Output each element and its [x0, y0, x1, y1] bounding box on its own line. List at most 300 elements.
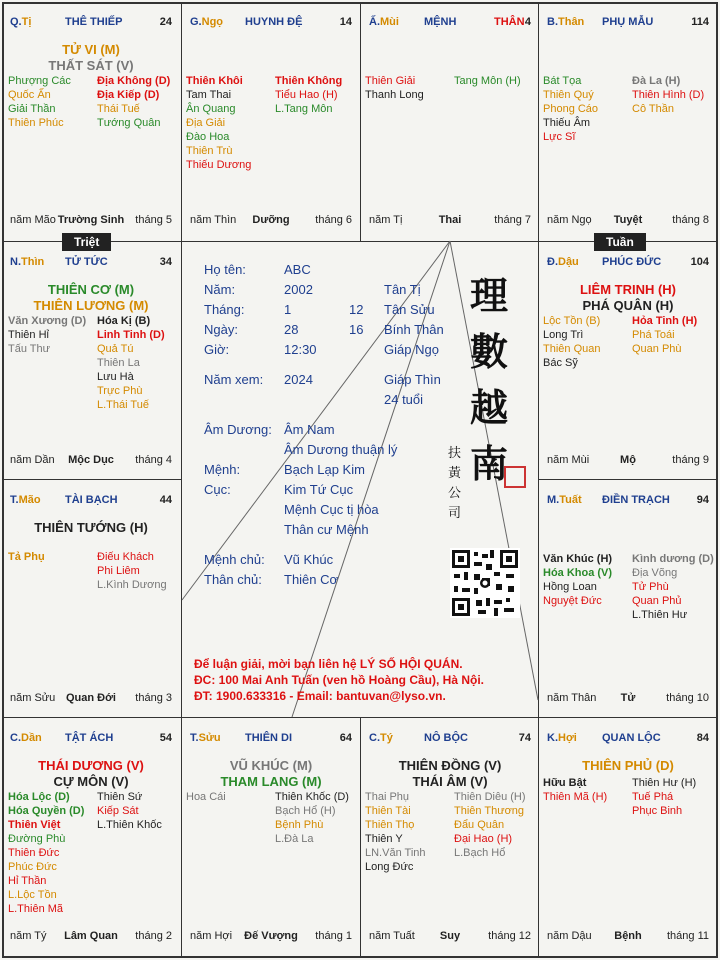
cuc-label: Cục: — [204, 482, 231, 497]
palace-branch — [10, 256, 44, 268]
amduong-label: Âm Dương: — [204, 422, 272, 437]
minor-star: Địa Kiếp (D) — [97, 89, 160, 101]
minor-star: Phong Cáo — [543, 103, 599, 115]
life-stage: Tuyệt — [613, 214, 643, 226]
minor-star: Thiên Khốc (D) — [275, 791, 349, 803]
minor-stars-left — [543, 552, 612, 608]
seal-small-text: 扶 黃 公 司 — [448, 446, 462, 521]
minor-star: Bạch Hổ (H) — [275, 805, 336, 817]
earthly-branch: Hợi — [558, 732, 577, 744]
palace-year: năm Tuất — [369, 930, 415, 942]
palace-footer — [547, 214, 709, 228]
minor-star: Thiên La — [97, 357, 140, 369]
major-star: THIÊN PHỦ (D) — [582, 758, 674, 773]
ngay-label: Ngày: — [204, 322, 238, 337]
palace-month: tháng 12 — [488, 930, 531, 942]
menh-label: Mệnh: — [204, 462, 241, 477]
life-stage: Mộc Dục — [68, 454, 114, 466]
earthly-branch: Sửu — [198, 732, 221, 744]
minor-star: Bệnh Phù — [275, 819, 324, 831]
cuc-relation: Mệnh Cục tị hòa — [284, 502, 379, 517]
minor-stars-left — [8, 74, 71, 130]
major-star: CỰ MÔN (V) — [53, 774, 129, 789]
seal-char-4: 南 — [470, 441, 509, 486]
earthly-branch: Thân — [558, 16, 585, 28]
palace-suu[interactable] — [182, 718, 360, 956]
minor-star: Lộc Tồn (B) — [543, 315, 601, 327]
menh-value: Bạch Lạp Kim — [284, 462, 365, 477]
heavenly-stem: C. — [369, 732, 380, 744]
major-stars — [539, 758, 717, 774]
palace-footer — [369, 930, 531, 944]
thang-duong: 1 — [284, 302, 292, 317]
minor-stars-left — [543, 74, 598, 144]
palace-year: năm Dậu — [547, 930, 592, 942]
minor-star: Thiên Thọ — [365, 819, 415, 831]
qr-code-icon[interactable] — [450, 548, 520, 618]
minor-star: L.Đà La — [275, 833, 314, 845]
minor-star: Hóa Khoa (V) — [543, 567, 613, 579]
palace-header — [547, 256, 709, 270]
palace-ngo[interactable] — [182, 2, 360, 240]
minor-star: Hỏa Tinh (H) — [632, 315, 698, 327]
palace-than[interactable] — [539, 2, 717, 240]
minor-star: L.Tang Môn — [275, 103, 333, 115]
minor-stars-left — [186, 790, 226, 804]
minor-stars-left — [8, 790, 84, 916]
minor-star: Văn Xương (D) — [8, 315, 87, 327]
minor-star: Long Đức — [365, 861, 414, 873]
heavenly-stem: M. — [547, 494, 560, 506]
minor-stars-left — [543, 776, 607, 804]
earthly-branch: Mùi — [380, 16, 399, 28]
tuan-badge: Tuần — [594, 233, 646, 251]
minor-star: Văn Khúc (H) — [543, 553, 613, 565]
major-stars — [361, 758, 539, 790]
major-star: LIÊM TRINH (H) — [579, 282, 677, 297]
life-stage: Thai — [438, 214, 462, 226]
palace-age: 74 — [518, 732, 531, 744]
contact-notice — [194, 656, 484, 704]
major-star: THIÊN ĐỒNG (V) — [398, 758, 502, 773]
palace-month: tháng 2 — [135, 930, 172, 942]
minor-stars-right — [275, 790, 349, 846]
minor-star: Đường Phù — [8, 833, 66, 845]
minor-stars-right — [97, 314, 165, 412]
minor-star: L.Lộc Tồn — [8, 889, 57, 901]
palace-month: tháng 5 — [135, 214, 172, 226]
minor-star: Quả Tú — [97, 343, 134, 355]
minor-star: Cô Thần — [632, 103, 674, 115]
palace-header — [547, 494, 709, 508]
palace-age: 54 — [159, 732, 172, 744]
palace-branch — [547, 16, 584, 28]
minor-star: L.Kình Dương — [97, 579, 167, 591]
major-star: THIÊN LƯƠNG (M) — [33, 298, 149, 313]
palace-branch — [10, 16, 31, 28]
minor-star: Thai Phụ — [365, 791, 410, 803]
gio-label: Giờ: — [204, 342, 230, 357]
minor-star: Thiên Trù — [186, 145, 233, 157]
ngay-am: 16 — [349, 322, 364, 337]
minor-star: Tam Thai — [186, 89, 232, 101]
namxem-label: Năm xem: — [204, 372, 264, 387]
palace-month: tháng 3 — [135, 692, 172, 704]
palace-year: năm Tý — [10, 930, 47, 942]
palace-footer — [10, 214, 172, 228]
minor-star: Đẩu Quân — [454, 819, 505, 831]
palace-year: năm Mùi — [547, 454, 590, 466]
palace-dan[interactable] — [2, 718, 180, 956]
ho-ten-label: Họ tên: — [204, 262, 246, 277]
life-stage: Quan Đới — [66, 692, 116, 704]
seal-char-2: 數 — [470, 329, 509, 374]
major-stars — [539, 282, 717, 314]
minor-star: Tuế Phá — [632, 791, 674, 803]
gio-value: 12:30 — [284, 342, 317, 357]
ngay-duong: 28 — [284, 322, 299, 337]
palace-age: 4 — [524, 16, 531, 28]
nam-can: Tân Tị — [384, 282, 421, 297]
palace-month: tháng 4 — [135, 454, 172, 466]
minor-star: Hóa Quyền (D) — [8, 805, 85, 817]
life-stage: Bệnh — [614, 930, 642, 942]
minor-star: Thiên Hình (D) — [632, 89, 705, 101]
heavenly-stem: N. — [10, 256, 21, 268]
earthly-branch: Mão — [18, 494, 41, 506]
minor-star: Trực Phù — [97, 385, 143, 397]
palace-footer — [547, 692, 709, 706]
gio-can: Giáp Ngọ — [384, 342, 439, 357]
palace-age: 24 — [159, 16, 172, 28]
notice-line-1: Để luận giải, mời bạn liên hệ LÝ SỐ HỘI QUÁN. — [194, 657, 463, 671]
heavenly-stem: C. — [10, 732, 21, 744]
minor-stars-right — [632, 552, 714, 622]
minor-star: Tả Phụ — [8, 551, 45, 563]
minor-star: Thiên Phúc — [8, 117, 64, 129]
minor-star: Thiên Hỉ — [8, 329, 49, 341]
life-stage: Lâm Quan — [64, 930, 118, 942]
minor-star: Linh Tinh (D) — [97, 329, 165, 341]
palace-footer — [10, 454, 172, 468]
palace-footer — [10, 930, 172, 944]
palace-name: PHỤ MẪU — [602, 16, 654, 28]
minor-star: Thiên Giải — [365, 75, 416, 87]
palace-name: ĐIỀN TRẠCH — [602, 494, 670, 506]
palace-footer — [190, 930, 352, 944]
minor-star: Thiên Tài — [365, 805, 411, 817]
palace-hoi[interactable] — [539, 718, 717, 956]
heavenly-stem: Q. — [10, 16, 22, 28]
palace-footer — [369, 214, 531, 228]
thang-am: 12 — [349, 302, 364, 317]
minor-star: Thái Tuế — [97, 103, 140, 115]
major-star: VŨ KHÚC (M) — [229, 758, 313, 773]
amduong-value: Âm Nam — [284, 422, 335, 437]
palace-year: năm Ngọ — [547, 214, 592, 226]
palace-header — [10, 256, 172, 270]
minor-star: Kình dương (D) — [632, 553, 714, 565]
palace-name: QUAN LỘC — [602, 732, 661, 744]
palace-age: 34 — [159, 256, 172, 268]
palace-branch — [369, 732, 393, 744]
minor-star: Hoa Cái — [186, 791, 226, 803]
amduong-note: Âm Dương thuận lý — [284, 442, 398, 457]
palace-year: năm Dần — [10, 454, 55, 466]
palace-branch — [547, 256, 579, 268]
than-marker: THÂN — [494, 16, 525, 28]
minor-star: Phi Liêm — [97, 565, 140, 577]
palace-age: 44 — [159, 494, 172, 506]
palace-name: HUYNH ĐỆ — [245, 16, 303, 28]
minor-stars-right — [454, 74, 521, 88]
minor-star: Thiên Khôi — [186, 75, 243, 87]
palace-name: PHÚC ĐỨC — [602, 256, 662, 268]
palace-footer — [547, 930, 709, 944]
minor-star: Thiên Việt — [8, 819, 61, 831]
palace-branch — [10, 732, 42, 744]
minor-star: Hữu Bật — [543, 777, 587, 789]
palace-month: tháng 8 — [672, 214, 709, 226]
palace-month: tháng 6 — [315, 214, 352, 226]
heavenly-stem: G. — [190, 16, 202, 28]
minor-stars-left — [543, 314, 600, 370]
minor-star: Quan Phủ — [632, 595, 682, 607]
minor-star: Tướng Quân — [97, 117, 161, 129]
minor-star: Địa Không (D) — [97, 75, 171, 87]
palace-name: TẬT ÁCH — [65, 732, 114, 744]
minor-star: Thiên Diêu (H) — [454, 791, 526, 803]
minor-star: Hóa Kị (B) — [97, 315, 151, 327]
minor-stars-left — [365, 74, 424, 102]
thanchu-label: Thân chủ: — [204, 572, 262, 587]
palace-dau[interactable] — [539, 242, 717, 480]
minor-star: Nguyệt Đức — [543, 595, 602, 607]
palace-name: TÀI BẠCH — [65, 494, 118, 506]
minor-star: Đại Hao (H) — [454, 833, 513, 845]
namxem-can: Giáp Thìn — [384, 372, 441, 387]
minor-star: Thiên Sứ — [97, 791, 143, 803]
major-stars — [2, 520, 180, 536]
palace-year: năm Tị — [369, 214, 403, 226]
minor-star: LN.Văn Tinh — [365, 847, 426, 859]
minor-stars-left — [365, 790, 426, 874]
palace-age: 94 — [696, 494, 709, 506]
minor-stars-right — [632, 74, 704, 116]
life-stage: Mộ — [620, 454, 636, 466]
namxem-value: 2024 — [284, 372, 313, 387]
palace-thin[interactable] — [2, 242, 180, 480]
life-stage: Tử — [620, 692, 636, 704]
major-stars — [182, 758, 360, 790]
minor-star: Thanh Long — [365, 89, 424, 101]
earthly-branch: Dần — [21, 732, 42, 744]
minor-stars-left — [186, 74, 251, 172]
minor-star: Phúc Đức — [8, 861, 57, 873]
thanchu-value: Thiên Cơ — [284, 572, 339, 587]
minor-star: L.Thái Tuế — [97, 399, 149, 411]
palace-name: THIÊN DI — [245, 732, 293, 744]
minor-star: Điếu Khách — [97, 551, 154, 563]
minor-star: Thiên Hư (H) — [632, 777, 697, 789]
thang-label: Tháng: — [204, 302, 245, 317]
palace-branch — [369, 16, 399, 28]
palace-year: năm Thìn — [190, 214, 237, 226]
minor-star: Tang Môn (H) — [454, 75, 521, 87]
palace-header — [369, 732, 531, 746]
palace-branch — [190, 16, 223, 28]
life-stage: Đế Vượng — [244, 930, 298, 942]
life-stage: Suy — [439, 930, 461, 942]
palace-footer — [190, 214, 352, 228]
minor-stars-right — [97, 790, 162, 832]
minor-star: Phá Toái — [632, 329, 675, 341]
major-star: THIÊN TƯỚNG (H) — [34, 520, 148, 535]
palace-header — [369, 16, 531, 30]
major-star: THẤT SÁT (V) — [48, 58, 134, 73]
menhchu-value: Vũ Khúc — [284, 552, 334, 567]
minor-star: Quan Phù — [632, 343, 682, 355]
seal-char-1: 理 — [470, 273, 509, 318]
palace-branch — [547, 494, 582, 506]
palace-name: TỬ TỨC — [65, 256, 108, 268]
palace-name: THÊ THIẾP — [65, 16, 123, 28]
palace-year: năm Thân — [547, 692, 597, 704]
palace-age: 64 — [339, 732, 352, 744]
palace-footer — [547, 454, 709, 468]
heavenly-stem: K. — [547, 732, 558, 744]
minor-star: Lưu Hà — [97, 371, 134, 383]
palace-ty2[interactable] — [361, 718, 539, 956]
palace-name: NÔ BỘC — [424, 732, 468, 744]
earthly-branch: Tý — [380, 732, 393, 744]
palace-footer — [10, 692, 172, 706]
major-star: TỬ VI (M) — [62, 42, 120, 57]
heavenly-stem: Đ. — [547, 256, 558, 268]
palace-branch — [190, 732, 221, 744]
minor-star: Phượng Các — [8, 75, 71, 87]
heavenly-stem: T. — [190, 732, 199, 744]
major-star: THAM LANG (M) — [220, 774, 322, 789]
palace-age: 84 — [696, 732, 709, 744]
minor-star: Thiên Không — [275, 75, 343, 87]
palace-month: tháng 9 — [672, 454, 709, 466]
palace-mao[interactable] — [2, 480, 180, 718]
minor-star: Lực Sĩ — [543, 131, 576, 143]
palace-name: MỆNH — [424, 16, 457, 28]
palace-year: năm Sửu — [10, 692, 56, 704]
minor-star: Tử Phù — [632, 581, 669, 593]
palace-header — [190, 16, 352, 30]
life-stage: Dưỡng — [252, 214, 290, 226]
earthly-branch: Thìn — [21, 256, 45, 268]
menhchu-label: Mệnh chủ: — [204, 552, 265, 567]
palace-header — [10, 732, 172, 746]
tuoi: 24 tuổi — [384, 392, 424, 407]
major-star: THÁI ÂM (V) — [412, 774, 488, 789]
minor-star: Thiên Quý — [543, 89, 594, 101]
ngay-can: Bính Thân — [384, 322, 444, 337]
heavenly-stem: T. — [10, 494, 19, 506]
palace-age: 14 — [339, 16, 352, 28]
ho-ten-value: ABC — [284, 262, 311, 277]
minor-stars-right — [97, 74, 170, 130]
minor-star: Thiên Thương — [454, 805, 525, 817]
palace-month: tháng 11 — [666, 930, 709, 942]
notice-line-2: ĐC: 100 Mai Anh Tuấn (ven hồ Hoàng Cầu), Hà Nội. — [194, 673, 485, 687]
major-stars — [2, 758, 180, 790]
earthly-branch: Dậu — [558, 256, 579, 268]
minor-star: Địa Võng — [632, 567, 678, 579]
earthly-branch: Ngọ — [201, 16, 224, 28]
minor-star: L.Thiên Hư — [632, 609, 688, 621]
minor-star: Thiên Y — [365, 833, 403, 845]
minor-star: Long Trì — [543, 329, 584, 341]
minor-stars-right — [454, 790, 526, 860]
life-stage: Trường Sinh — [57, 214, 125, 226]
minor-star: Thiên Đức — [8, 847, 60, 859]
minor-star: Giải Thần — [8, 103, 56, 115]
palace-branch — [10, 494, 41, 506]
minor-stars-left — [8, 550, 45, 564]
nam-value: 2002 — [284, 282, 313, 297]
palace-ty[interactable] — [2, 2, 180, 240]
palace-header — [547, 16, 709, 30]
seal-char-3: 越 — [470, 385, 509, 430]
minor-stars-right — [632, 314, 697, 356]
palace-tuat[interactable] — [539, 480, 717, 718]
major-star: THIÊN CƠ (M) — [47, 282, 135, 297]
minor-star: L.Thiên Mã — [8, 903, 64, 915]
red-stamp — [504, 466, 526, 488]
major-star: THÁI DƯƠNG (V) — [38, 758, 144, 773]
minor-stars-right — [632, 776, 696, 818]
minor-stars-right — [97, 550, 167, 592]
earthly-branch: Tị — [21, 16, 32, 28]
palace-header — [190, 732, 352, 746]
minor-star: Bát Tọa — [543, 75, 582, 87]
minor-star: Tấu Thư — [8, 343, 51, 355]
earthly-branch: Tuất — [559, 494, 582, 506]
palace-header — [10, 16, 172, 30]
major-star: PHÁ QUÂN (H) — [582, 298, 674, 313]
than-cu: Thân cư Mệnh — [284, 522, 369, 537]
minor-star: Bác Sỹ — [543, 357, 578, 369]
palace-header — [547, 732, 709, 746]
nam-label: Năm: — [204, 282, 236, 297]
palace-header — [10, 494, 172, 508]
minor-star: L.Thiên Khốc — [97, 819, 162, 831]
minor-star: Đà La (H) — [632, 75, 681, 87]
thang-can: Tân Sửu — [384, 302, 435, 317]
palace-age: 114 — [691, 16, 709, 28]
palace-branch — [547, 732, 577, 744]
palace-month: tháng 10 — [666, 692, 709, 704]
palace-month: tháng 7 — [494, 214, 531, 226]
minor-star: Phục Binh — [632, 805, 683, 817]
notice-line-3[interactable]: ĐT: 1900.633316 - Email: bantuvan@lyso.vn. — [194, 689, 446, 703]
major-stars — [2, 282, 180, 314]
palace-month: tháng 1 — [315, 930, 352, 942]
minor-stars-right — [275, 74, 342, 116]
minor-star: Hồng Loan — [543, 581, 597, 593]
palace-mui[interactable] — [361, 2, 539, 240]
minor-stars-left — [8, 314, 86, 356]
minor-star: Đào Hoa — [186, 131, 230, 143]
heavenly-stem: B. — [547, 16, 558, 28]
cuc-value: Kim Tứ Cục — [284, 482, 354, 497]
major-stars — [2, 42, 180, 74]
